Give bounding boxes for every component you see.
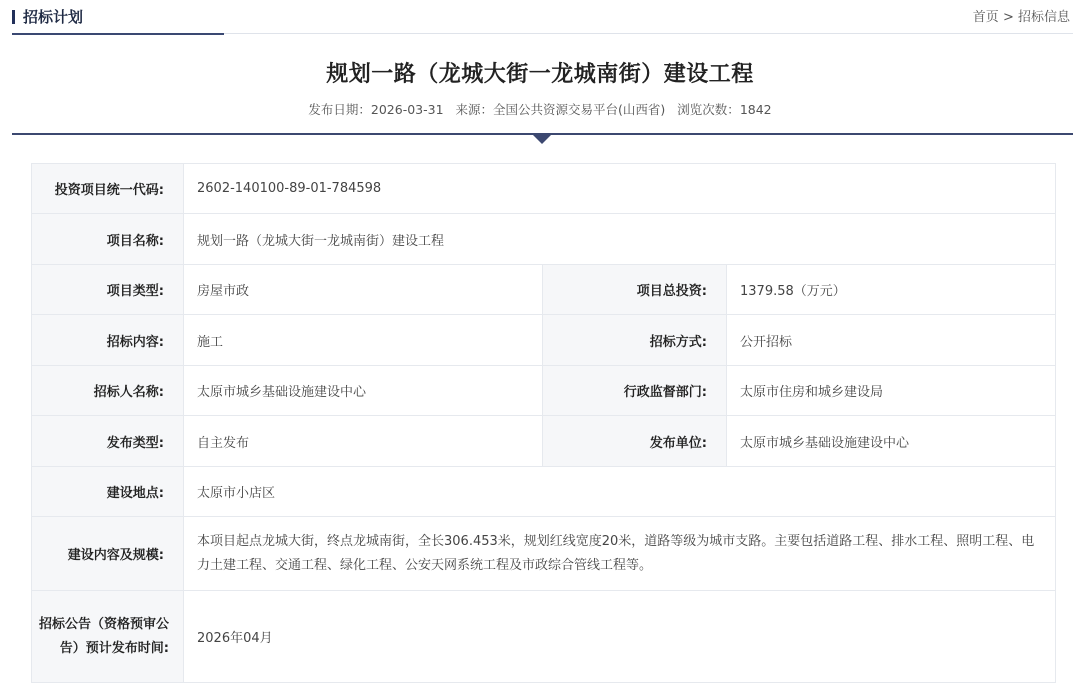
tenderer-label: 招标人名称:	[32, 366, 184, 416]
source-label: 来源：	[455, 102, 494, 117]
publish-date-value: 2026-03-31	[370, 102, 444, 117]
bid-content-value: 施工	[184, 315, 543, 366]
announce-time-value: 2026年04月	[184, 591, 1056, 683]
project-info-table	[31, 163, 1056, 683]
table-row	[32, 467, 1056, 517]
publish-date	[308, 102, 443, 117]
divider-triangle-icon	[533, 135, 551, 144]
scope-value: 本项目起点龙城大街，终点龙城南街，全长306.453米，规划红线宽度20米，道路等级为城市支路。主要包括道路工程、排水工程、照明工程、电力土建工程、交通工程、绿化工程、公安天网系统工程及市政综合管线工程等。	[184, 517, 1056, 591]
bid-method-label: 招标方式:	[543, 315, 727, 366]
section-header	[12, 0, 1073, 35]
project-type-label: 项目类型:	[32, 265, 184, 315]
table-row	[32, 164, 1056, 214]
bid-content-label: 招标内容:	[32, 315, 184, 366]
table-row	[32, 214, 1056, 265]
view-count	[677, 102, 771, 117]
supervisor-value: 太原市住房和城乡建设局	[727, 366, 1056, 416]
section-title: 招标计划	[23, 8, 84, 26]
project-code-label: 投资项目统一代码:	[32, 164, 184, 214]
breadcrumb-current-link[interactable]: 招标信息	[1017, 10, 1070, 25]
scope-label: 建设内容及规模:	[32, 517, 184, 591]
source-value: 全国公共资源交易平台(山西省)	[493, 102, 666, 117]
publisher-label: 发布单位:	[543, 416, 727, 467]
source	[456, 102, 666, 117]
location-label: 建设地点:	[32, 467, 184, 517]
page-title: 规划一路（龙城大街一龙城南街）建设工程	[326, 62, 754, 87]
project-type-value: 房屋市政	[184, 265, 543, 315]
table-row	[32, 416, 1056, 467]
publish-type-value: 自主发布	[184, 416, 543, 467]
table-row	[32, 591, 1056, 683]
table-row	[32, 265, 1056, 315]
breadcrumb	[973, 8, 1070, 28]
section-divider-accent	[12, 33, 224, 35]
view-count-value: 1842	[739, 102, 772, 117]
view-count-label: 浏览次数：	[677, 102, 740, 117]
publish-date-label: 发布日期：	[308, 102, 371, 117]
location-value: 太原市小店区	[184, 467, 1056, 517]
total-investment-label: 项目总投资:	[543, 265, 727, 315]
article-meta	[0, 100, 1080, 120]
total-investment-value: 1379.58（万元）	[727, 265, 1056, 315]
table-row	[32, 366, 1056, 416]
bid-method-value: 公开招标	[727, 315, 1056, 366]
section-marker	[12, 10, 15, 24]
announce-time-label: 招标公告（资格预审公告）预计发布时间:	[32, 591, 184, 683]
tenderer-value: 太原市城乡基础设施建设中心	[184, 366, 543, 416]
breadcrumb-home-link[interactable]: 首页	[972, 10, 999, 25]
project-name-label: 项目名称:	[32, 214, 184, 265]
publish-type-label: 发布类型:	[32, 416, 184, 467]
supervisor-label: 行政监督部门:	[543, 366, 727, 416]
project-name-value: 规划一路（龙城大街一龙城南街）建设工程	[184, 214, 1056, 265]
table-row	[32, 517, 1056, 591]
table-row	[32, 315, 1056, 366]
breadcrumb-separator: >	[1002, 10, 1014, 25]
project-code-value: 2602-140100-89-01-784598	[184, 164, 1056, 214]
publisher-value: 太原市城乡基础设施建设中心	[727, 416, 1056, 467]
